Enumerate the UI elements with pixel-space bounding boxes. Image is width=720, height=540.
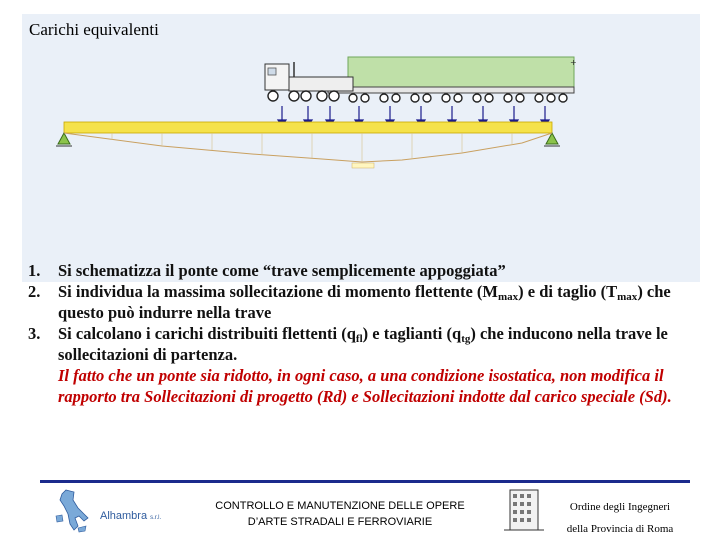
svg-text:+: + — [570, 58, 577, 67]
italy-map-icon — [48, 488, 96, 534]
steps-list — [28, 260, 698, 407]
footer-rule — [40, 480, 690, 483]
support-left-icon — [56, 133, 72, 146]
moment-diagram — [64, 133, 552, 162]
beam — [64, 122, 552, 133]
note-text: Il fatto che un ponte sia ridotto, in ogni caso, a una condizione isostatica, non modifica il rapporto tra Sollecitazioni di progetto (Rd) e Sollecitazioni indotte dal carico speciale (Sd). — [58, 366, 672, 406]
logo-text: Alhambra s.r.l. — [100, 510, 162, 522]
alhambra-logo — [48, 488, 198, 534]
trailer-load — [348, 57, 574, 87]
building-icon — [504, 486, 544, 532]
list-item: 2. Si individua la massima sollecitazione di momento flettente $(M_{max})$ e di taglio $(T_{max})$ che questo può indurre nella trave — [28, 282, 671, 322]
bridge-diagram — [22, 50, 700, 190]
slide-title: Carichi equivalenti — [29, 20, 159, 39]
course-title: CONTROLLO E MANUTENZIONE DELLE OPERE D’ARTE STRADALI E FERROVIARIE — [215, 500, 465, 528]
order-name: Ordine degli Ingegneri della Provincia di Roma — [566, 501, 674, 535]
truck-icon — [265, 62, 353, 91]
list-item: 1. Si schematizza il ponte come “trave semplicemente appoggiata” — [28, 261, 506, 280]
list-item: 3. Si calcolano i carichi distribuiti flettenti $(q_{fl})$ e taglianti $(q_{tg})$ che inducono nella trave le sollecitazioni di partenza. — [28, 324, 668, 364]
